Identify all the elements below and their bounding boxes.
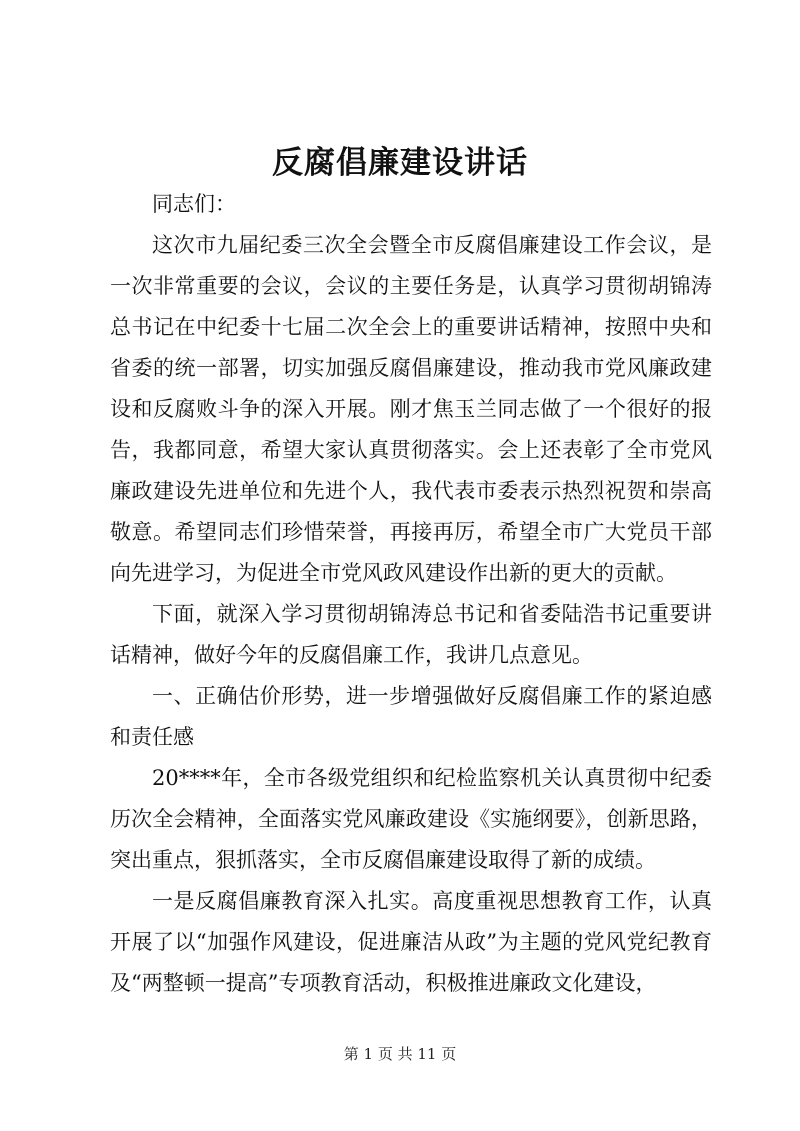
document-title: 反腐倡廉建设讲话 — [272, 145, 528, 181]
page-footer: 第 1 页 共 11 页 — [343, 1045, 457, 1063]
document-body — [110, 184, 712, 1004]
salutation-paragraph: 同志们： — [152, 192, 236, 216]
body-paragraph: 一是反腐倡廉教育深入扎实。高度重视思想教育工作，认真开展了以“加强作风建设，促进廉洁从政”为主题的党风党纪教育及“两整顿一提高”专项教育活动，积极推进廉政文化建设， — [110, 889, 712, 995]
section-heading: 一、正确估价形势，进一步增强做好反腐倡廉工作的紧迫感和责任感 — [110, 684, 712, 749]
body-paragraph: 这次市九届纪委三次全会暨全市反腐倡廉建设工作会议，是一次非常重要的会议，会议的主要任务是，认真学习贯彻胡锦涛总书记在中纪委十七届二次全会上的重要讲话精神，按照中央和省委的统一部署，切实加强反腐倡廉建设，推动我市党风廉政建设和反腐败斗争的深入开展。刚才焦玉兰同志做了一个很好的报告，我都同意，希望大家认真贯彻落实。会上还表彰了全市党风廉政建设先进单位和先进个人，我代表市委表示热烈祝贺和崇高敬意。希望同志们珍惜荣誉，再接再厉，希望全市广大党员干部向先进学习，为促进全市党风政风建设作出新的更大的贡献。 — [110, 233, 712, 585]
body-paragraph: 20****年，全市各级党组织和纪检监察机关认真贯彻中纪委历次全会精神，全面落实党风廉政建设《实施纲要》，创新思路，突出重点，狠抓落实，全市反腐倡廉建设取得了新的成绩。 — [110, 766, 712, 872]
body-paragraph: 下面，就深入学习贯彻胡锦涛总书记和省委陆浩书记重要讲话精神，做好今年的反腐倡廉工作，我讲几点意见。 — [110, 602, 712, 667]
